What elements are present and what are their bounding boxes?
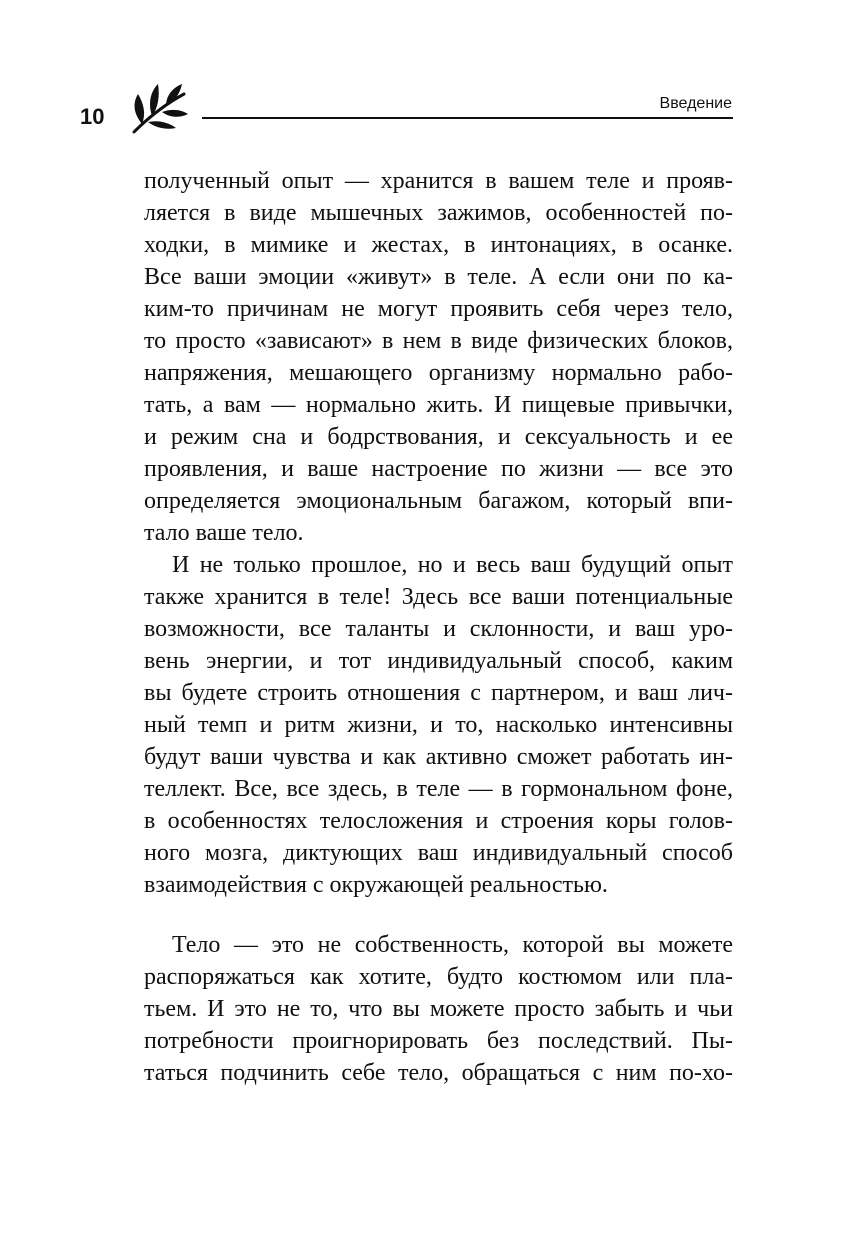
text-line: в особенностях телосложения и строения коры голов-	[144, 808, 733, 834]
text-line: ного мозга, диктующих ваш индивидуальный способ	[144, 840, 733, 866]
text-line: ный темп и ритм жизни, и то, насколько интенсивны	[144, 712, 733, 738]
page-header	[0, 0, 844, 140]
text-line: ходки, в мимике и жестах, в интонациях, в осанке.	[144, 232, 733, 258]
text-line: также хранится в теле! Здесь все ваши потенциальные	[144, 584, 733, 610]
text-line: тало ваше тело.	[144, 520, 304, 546]
text-line: потребности проигнорировать без последствий. Пы-	[144, 1028, 733, 1054]
text-line: Все ваши эмоции «живут» в теле. А если они по ка-	[144, 264, 733, 290]
text-line: полученный опыт — хранится в вашем теле и прояв-	[144, 168, 733, 194]
paragraph-3	[144, 929, 733, 1089]
text-line: проявления, и ваше настроение по жизни — все это	[144, 456, 733, 482]
text-line: возможности, все таланты и склонности, и ваш уро-	[144, 616, 733, 642]
text-line: Тело — это не собственность, которой вы можете	[172, 932, 733, 958]
text-line: тать, а вам — нормально жить. И пищевые привычки,	[144, 392, 733, 418]
text-line: вы будете строить отношения с партнером, и ваш лич-	[144, 680, 733, 706]
paragraph-2	[144, 549, 733, 901]
text-line: напряжения, мешающего организму нормально рабо-	[144, 360, 733, 386]
text-line: И не только прошлое, но и весь ваш будущий опыт	[172, 552, 733, 578]
text-line: ким-то причинам не могут проявить себя через тело,	[144, 296, 733, 322]
text-line: и режим сна и бодрствования, и сексуальность и ее	[144, 424, 733, 450]
text-line: взаимодействия с окружающей реальностью.	[144, 872, 608, 898]
paragraph-1	[144, 165, 733, 549]
leaf-branch-icon	[128, 80, 190, 136]
page-number: 10	[80, 104, 105, 129]
body-text	[144, 165, 733, 1089]
text-line: тьем. И это не то, что вы можете просто забыть и чьи	[144, 996, 733, 1022]
text-line: то просто «зависают» в нем в виде физических блоков,	[144, 328, 733, 354]
text-line: будут ваши чувства и как активно сможет работать ин-	[144, 744, 733, 770]
section-gap	[144, 901, 733, 929]
text-line: определяется эмоциональным багажом, который впи-	[144, 488, 733, 514]
text-line: теллект. Все, все здесь, в теле — в гормональном фоне,	[144, 776, 733, 802]
header-rule	[202, 117, 733, 119]
text-line: вень энергии, и тот индивидуальный способ, каким	[144, 648, 733, 674]
text-line: таться подчинить себе тело, обращаться с ним по-хо-	[144, 1060, 733, 1086]
text-line: распоряжаться как хотите, будто костюмом или пла-	[144, 964, 733, 990]
running-head: Введение	[659, 95, 732, 112]
text-line: ляется в виде мышечных зажимов, особенностей по-	[144, 200, 733, 226]
